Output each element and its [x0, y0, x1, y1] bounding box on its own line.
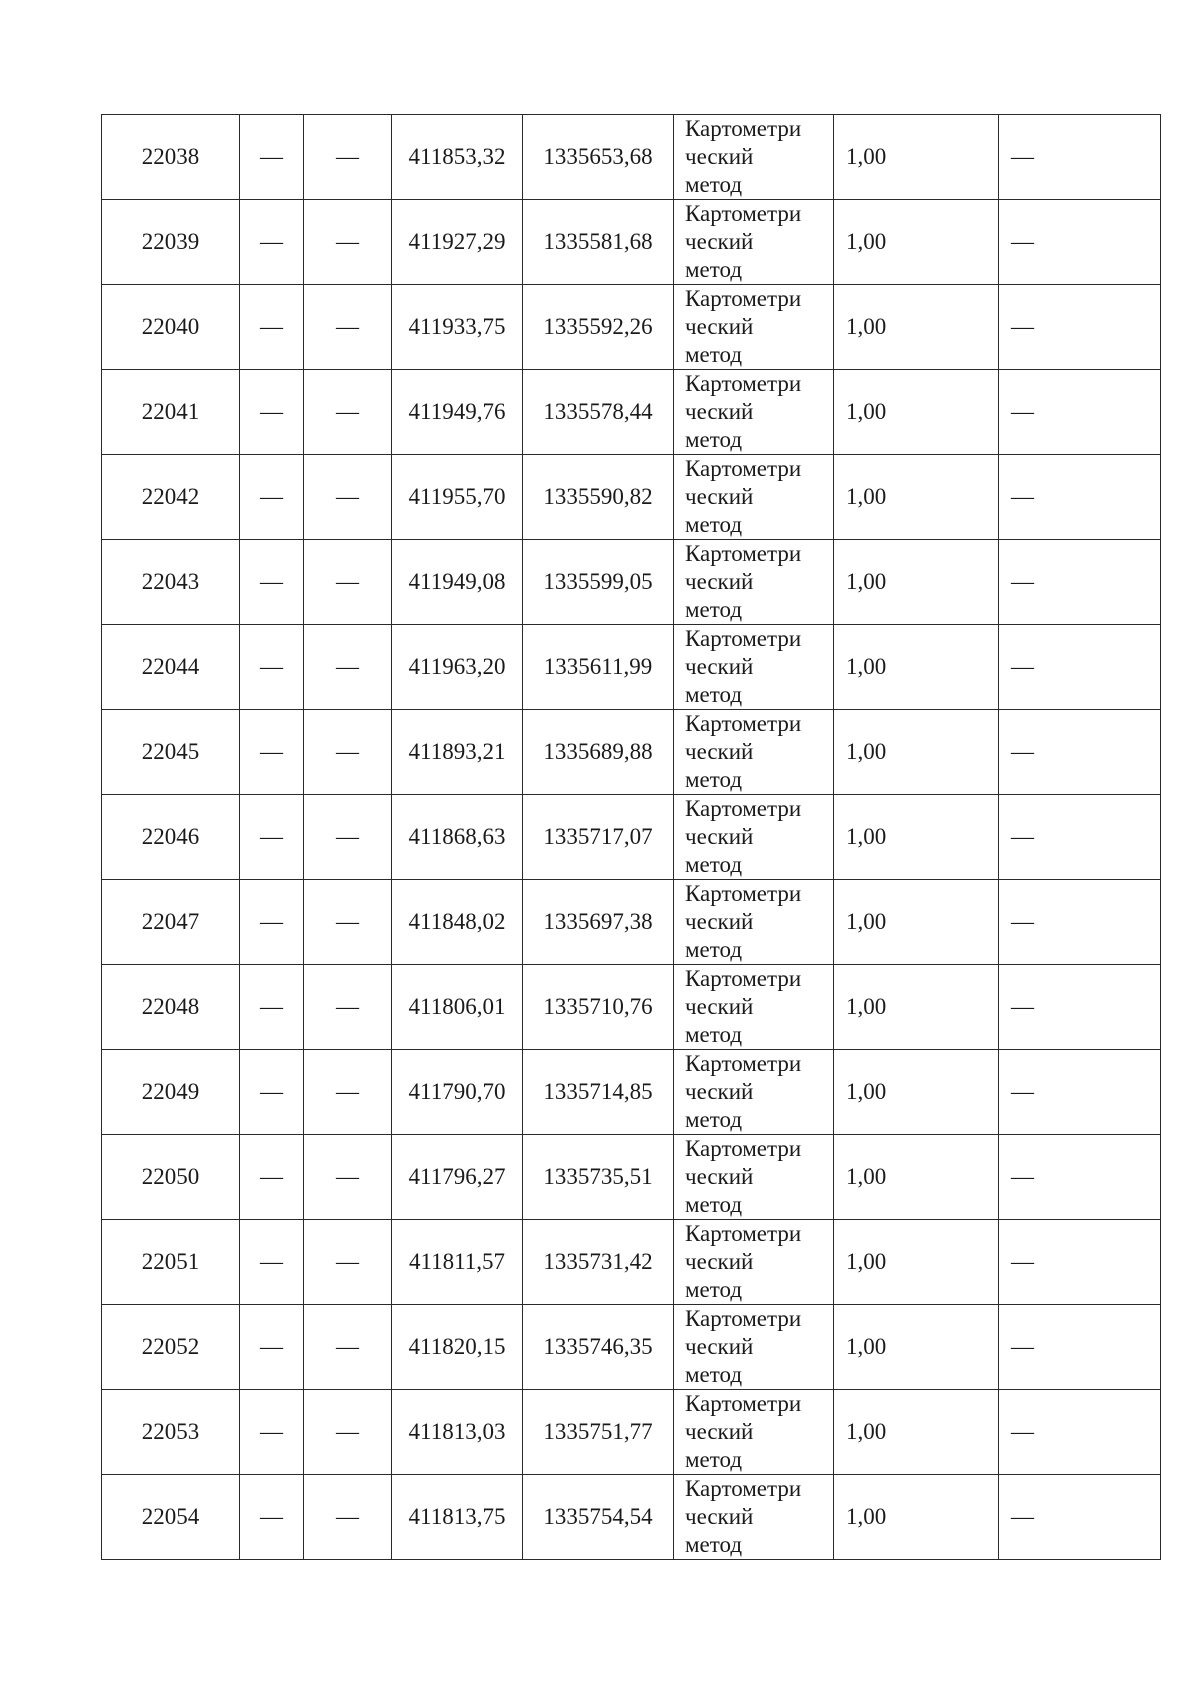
method-text-line: Картометри	[685, 966, 802, 991]
table-row	[102, 1305, 1161, 1390]
accuracy-cell: 1,00	[834, 200, 999, 285]
method-text-line: ческий	[685, 1079, 754, 1104]
method-text-line: метод	[685, 512, 743, 537]
table-row	[102, 1475, 1161, 1560]
x-coordinate-cell: 411813,03	[392, 1390, 523, 1475]
point-number-cell: 22053	[102, 1390, 240, 1475]
dash-cell: —	[304, 1050, 392, 1135]
method-text-line: метод	[685, 172, 743, 197]
accuracy-cell: 1,00	[834, 1305, 999, 1390]
point-number-cell: 22047	[102, 880, 240, 965]
coordinates-table	[101, 114, 1161, 1560]
accuracy-cell: 1,00	[834, 1050, 999, 1135]
method-cell	[674, 115, 834, 200]
x-coordinate-cell: 411820,15	[392, 1305, 523, 1390]
y-coordinate-cell: 1335714,85	[523, 1050, 674, 1135]
method-cell	[674, 370, 834, 455]
method-text-line: ческий	[685, 569, 754, 594]
method-text-line: ческий	[685, 909, 754, 934]
point-number-cell: 22050	[102, 1135, 240, 1220]
dash-cell: —	[304, 115, 392, 200]
method-text-line: ческий	[685, 739, 754, 764]
dash-cell: —	[240, 1305, 304, 1390]
table-row	[102, 710, 1161, 795]
table-row	[102, 115, 1161, 200]
method-cell	[674, 965, 834, 1050]
method-text-line: Картометри	[685, 541, 802, 566]
dash-cell: —	[999, 1475, 1161, 1560]
dash-cell: —	[240, 455, 304, 540]
method-cell	[674, 1390, 834, 1475]
y-coordinate-cell: 1335731,42	[523, 1220, 674, 1305]
accuracy-cell: 1,00	[834, 115, 999, 200]
method-text-line: Картометри	[685, 456, 802, 481]
method-text-line: Картометри	[685, 881, 802, 906]
dash-cell: —	[999, 1135, 1161, 1220]
y-coordinate-cell: 1335754,54	[523, 1475, 674, 1560]
dash-cell: —	[304, 710, 392, 795]
dash-cell: —	[999, 1390, 1161, 1475]
method-text-line: Картометри	[685, 1391, 802, 1416]
dash-cell: —	[304, 455, 392, 540]
method-cell	[674, 880, 834, 965]
method-text-line: метод	[685, 937, 743, 962]
y-coordinate-cell: 1335746,35	[523, 1305, 674, 1390]
dash-cell: —	[999, 1050, 1161, 1135]
accuracy-cell: 1,00	[834, 285, 999, 370]
y-coordinate-cell: 1335717,07	[523, 795, 674, 880]
method-text-line: Картометри	[685, 1136, 802, 1161]
dash-cell: —	[999, 540, 1161, 625]
method-text-line: Картометри	[685, 796, 802, 821]
x-coordinate-cell: 411949,08	[392, 540, 523, 625]
dash-cell: —	[304, 1475, 392, 1560]
y-coordinate-cell: 1335611,99	[523, 625, 674, 710]
point-number-cell: 22051	[102, 1220, 240, 1305]
dash-cell: —	[304, 625, 392, 710]
dash-cell: —	[999, 285, 1161, 370]
dash-cell: —	[240, 1050, 304, 1135]
method-text-line: Картометри	[685, 371, 802, 396]
accuracy-cell: 1,00	[834, 965, 999, 1050]
dash-cell: —	[304, 370, 392, 455]
method-text-line: ческий	[685, 484, 754, 509]
method-text-line: метод	[685, 257, 743, 282]
method-text-line: ческий	[685, 314, 754, 339]
dash-cell: —	[304, 1390, 392, 1475]
x-coordinate-cell: 411893,21	[392, 710, 523, 795]
accuracy-cell: 1,00	[834, 625, 999, 710]
table-row	[102, 880, 1161, 965]
point-number-cell: 22039	[102, 200, 240, 285]
dash-cell: —	[240, 1220, 304, 1305]
dash-cell: —	[999, 965, 1161, 1050]
x-coordinate-cell: 411955,70	[392, 455, 523, 540]
dash-cell: —	[999, 880, 1161, 965]
table-row	[102, 1135, 1161, 1220]
method-text-line: Картометри	[685, 1221, 802, 1246]
point-number-cell: 22048	[102, 965, 240, 1050]
method-text-line: Картометри	[685, 711, 802, 736]
point-number-cell: 22043	[102, 540, 240, 625]
method-text-line: ческий	[685, 1164, 754, 1189]
dash-cell: —	[999, 115, 1161, 200]
method-text-line: метод	[685, 342, 743, 367]
dash-cell: —	[304, 200, 392, 285]
method-text-line: ческий	[685, 399, 754, 424]
accuracy-cell: 1,00	[834, 540, 999, 625]
point-number-cell: 22045	[102, 710, 240, 795]
y-coordinate-cell: 1335590,82	[523, 455, 674, 540]
method-text-line: метод	[685, 1022, 743, 1047]
dash-cell: —	[304, 1135, 392, 1220]
y-coordinate-cell: 1335578,44	[523, 370, 674, 455]
x-coordinate-cell: 411790,70	[392, 1050, 523, 1135]
accuracy-cell: 1,00	[834, 1390, 999, 1475]
method-cell	[674, 1305, 834, 1390]
method-cell	[674, 200, 834, 285]
y-coordinate-cell: 1335697,38	[523, 880, 674, 965]
y-coordinate-cell: 1335710,76	[523, 965, 674, 1050]
method-text-line: Картометри	[685, 1476, 802, 1501]
point-number-cell: 22054	[102, 1475, 240, 1560]
method-cell	[674, 710, 834, 795]
y-coordinate-cell: 1335653,68	[523, 115, 674, 200]
point-number-cell: 22042	[102, 455, 240, 540]
dash-cell: —	[240, 880, 304, 965]
dash-cell: —	[240, 370, 304, 455]
method-cell	[674, 285, 834, 370]
accuracy-cell: 1,00	[834, 795, 999, 880]
method-text-line: Картометри	[685, 116, 802, 141]
method-text-line: Картометри	[685, 286, 802, 311]
dash-cell: —	[240, 285, 304, 370]
dash-cell: —	[999, 625, 1161, 710]
point-number-cell: 22046	[102, 795, 240, 880]
table-row	[102, 965, 1161, 1050]
accuracy-cell: 1,00	[834, 1220, 999, 1305]
method-cell	[674, 795, 834, 880]
dash-cell: —	[240, 540, 304, 625]
accuracy-cell: 1,00	[834, 1475, 999, 1560]
method-text-line: ческий	[685, 654, 754, 679]
point-number-cell: 22040	[102, 285, 240, 370]
method-text-line: метод	[685, 767, 743, 792]
accuracy-cell: 1,00	[834, 455, 999, 540]
dash-cell: —	[999, 455, 1161, 540]
x-coordinate-cell: 411868,63	[392, 795, 523, 880]
method-text-line: Картометри	[685, 626, 802, 651]
x-coordinate-cell: 411796,27	[392, 1135, 523, 1220]
point-number-cell: 22052	[102, 1305, 240, 1390]
table-row	[102, 1220, 1161, 1305]
dash-cell: —	[999, 1220, 1161, 1305]
method-text-line: метод	[685, 852, 743, 877]
dash-cell: —	[240, 1135, 304, 1220]
method-text-line: метод	[685, 427, 743, 452]
dash-cell: —	[999, 200, 1161, 285]
method-text-line: Картометри	[685, 1051, 802, 1076]
point-number-cell: 22038	[102, 115, 240, 200]
table-row	[102, 540, 1161, 625]
method-text-line: ческий	[685, 1334, 754, 1359]
x-coordinate-cell: 411848,02	[392, 880, 523, 965]
table-body	[102, 115, 1161, 1560]
method-cell	[674, 625, 834, 710]
method-cell	[674, 1475, 834, 1560]
method-cell	[674, 540, 834, 625]
method-text-line: метод	[685, 597, 743, 622]
table-row	[102, 1050, 1161, 1135]
point-number-cell: 22044	[102, 625, 240, 710]
dash-cell: —	[240, 115, 304, 200]
dash-cell: —	[304, 1220, 392, 1305]
accuracy-cell: 1,00	[834, 1135, 999, 1220]
accuracy-cell: 1,00	[834, 880, 999, 965]
dash-cell: —	[999, 370, 1161, 455]
x-coordinate-cell: 411927,29	[392, 200, 523, 285]
table-row	[102, 1390, 1161, 1475]
method-cell	[674, 1220, 834, 1305]
y-coordinate-cell: 1335751,77	[523, 1390, 674, 1475]
table-row	[102, 795, 1161, 880]
dash-cell: —	[240, 795, 304, 880]
x-coordinate-cell: 411949,76	[392, 370, 523, 455]
dash-cell: —	[304, 965, 392, 1050]
dash-cell: —	[999, 1305, 1161, 1390]
dash-cell: —	[304, 880, 392, 965]
y-coordinate-cell: 1335599,05	[523, 540, 674, 625]
method-text-line: ческий	[685, 1419, 754, 1444]
method-cell	[674, 455, 834, 540]
accuracy-cell: 1,00	[834, 370, 999, 455]
table-row	[102, 370, 1161, 455]
dash-cell: —	[304, 1305, 392, 1390]
accuracy-cell: 1,00	[834, 710, 999, 795]
method-text-line: метод	[685, 1532, 743, 1557]
method-cell	[674, 1135, 834, 1220]
table-row	[102, 625, 1161, 710]
dash-cell: —	[240, 710, 304, 795]
dash-cell: —	[240, 625, 304, 710]
point-number-cell: 22041	[102, 370, 240, 455]
table-row	[102, 455, 1161, 540]
x-coordinate-cell: 411813,75	[392, 1475, 523, 1560]
x-coordinate-cell: 411963,20	[392, 625, 523, 710]
method-text-line: Картометри	[685, 201, 802, 226]
dash-cell: —	[304, 285, 392, 370]
x-coordinate-cell: 411806,01	[392, 965, 523, 1050]
dash-cell: —	[240, 200, 304, 285]
method-text-line: Картометри	[685, 1306, 802, 1331]
dash-cell: —	[999, 710, 1161, 795]
method-text-line: метод	[685, 1277, 743, 1302]
method-text-line: метод	[685, 682, 743, 707]
y-coordinate-cell: 1335592,26	[523, 285, 674, 370]
method-cell	[674, 1050, 834, 1135]
point-number-cell: 22049	[102, 1050, 240, 1135]
dash-cell: —	[240, 965, 304, 1050]
method-text-line: ческий	[685, 824, 754, 849]
method-text-line: метод	[685, 1362, 743, 1387]
table-row	[102, 200, 1161, 285]
method-text-line: ческий	[685, 1249, 754, 1274]
y-coordinate-cell: 1335735,51	[523, 1135, 674, 1220]
x-coordinate-cell: 411933,75	[392, 285, 523, 370]
table-row	[102, 285, 1161, 370]
method-text-line: ческий	[685, 144, 754, 169]
dash-cell: —	[240, 1475, 304, 1560]
dash-cell: —	[999, 795, 1161, 880]
x-coordinate-cell: 411811,57	[392, 1220, 523, 1305]
method-text-line: ческий	[685, 994, 754, 1019]
y-coordinate-cell: 1335581,68	[523, 200, 674, 285]
method-text-line: метод	[685, 1192, 743, 1217]
y-coordinate-cell: 1335689,88	[523, 710, 674, 795]
method-text-line: ческий	[685, 1504, 754, 1529]
method-text-line: метод	[685, 1107, 743, 1132]
dash-cell: —	[304, 540, 392, 625]
method-text-line: ческий	[685, 229, 754, 254]
method-text-line: метод	[685, 1447, 743, 1472]
x-coordinate-cell: 411853,32	[392, 115, 523, 200]
dash-cell: —	[304, 795, 392, 880]
dash-cell: —	[240, 1390, 304, 1475]
